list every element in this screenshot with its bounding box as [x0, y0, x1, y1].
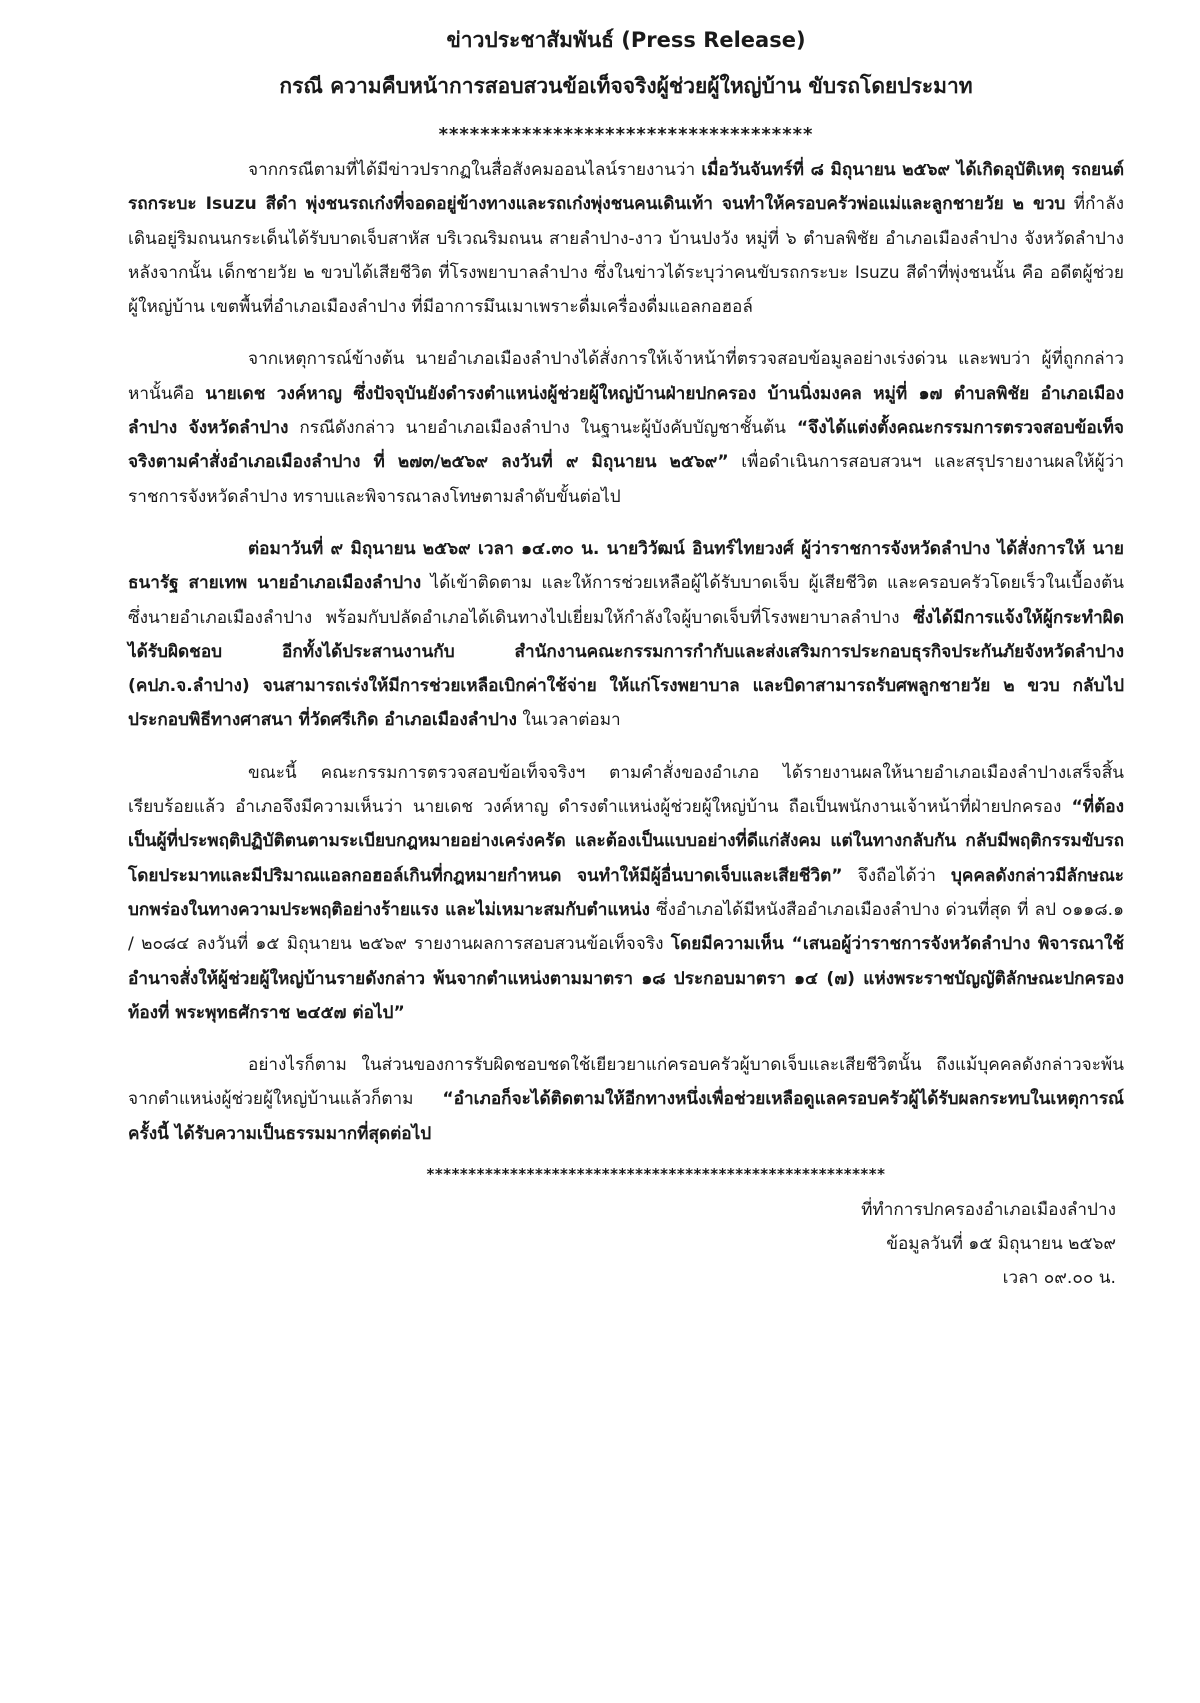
paragraph-remedy	[128, 1048, 1124, 1151]
paragraph-incident	[128, 153, 1124, 324]
issuing-office: ที่ทำการปกครองอำเภอเมืองลำปาง	[861, 1200, 1116, 1221]
bold-text-run: ซึ่งได้มีการแจ้งให้ผู้กระทำผิดได้รับผิดชอบ อีกทั้งได้ประสานงานกับ สำนักงานคณะกรรมการกำกับและส่งเสริมการประกอบธุรกิจประกันภัยจังหวัดลำปาง (คปภ.จ.ลำปาง) จนสามารถเร่งให้มีการช่วยเหลือเบิกค่าใช้จ่าย ให้แก่โรงพยาบาล และบิดาสามารถรับศพลูกชายวัย ๒ ขวบ กลับไปประกอบพิธีทางศาสนา ที่วัดศรีเกิด อำเภอเมืองลำปาง	[128, 607, 1124, 731]
document-subtitle: กรณี ความคืบหน้าการสอบสวนข้อเท็จจริงผู้ช่วยผู้ใหญ่บ้าน ขับรถโดยประมาท	[279, 74, 973, 98]
header-divider: ************************************	[438, 124, 814, 145]
bold-text-run: เมื่อวันจันทร์ที่ ๘ มิถุนายน ๒๕๖๙ ได้เกิดอุบัติเหตุ รถยนต์รถกระบะ Isuzu สีดำ พุ่งชนรถเก๋งที่จอดอยู่ข้างทางและรถเก๋งพุ่งชนคนเดินเท้า จนทำให้ครอบครัวพ่อแม่และลูกชายวัย ๒ ขวบ	[128, 160, 1125, 215]
text-run: เพื่อดำเนินการสอบสวนฯ และสรุปรายงานผลให้ผู้ว่าราชการจังหวัดลำปาง ทราบและพิจารณาลงโทษตามลำดับขั้นต่อไป	[128, 452, 1124, 507]
bold-text-run: “อำเภอก็จะได้ติดตามให้อีกทางหนึ่งเพื่อช่วยเหลือดูแลครอบครัวผู้ได้รับผลกระทบในเหตุการณ์ครั้งนี้ ได้รับความเป็นธรรมมากที่สุดต่อไป	[128, 1089, 1124, 1144]
text-run: ได้เข้าติดตาม และให้การช่วยเหลือผู้ได้รับบาดเจ็บ ผู้เสียชีวิต และครอบครัวโดยเร็วในเบื้องต้น ซึ่งนายอำเภอเมืองลำปาง พร้อมกับปลัดอำเภอได้เดินทางไปเยี่ยมให้กำลังใจผู้บาดเจ็บที่โรงพยาบาลลำปาง	[128, 573, 1124, 628]
text-run: ในเวลาต่อมา	[516, 710, 621, 731]
document-body	[128, 153, 1124, 1151]
bold-text-run: “ที่ต้องเป็นผู้ที่ประพฤติปฏิบัติตนตามระเบียบกฎหมายอย่างเคร่งครัด และต้องเป็นแบบอย่างที่ดีแก่สังคม แต่ในทางกลับกัน กลับมีพฤติกรรมขับรถโดยประมาทและมีปริมาณแอลกอฮอล์เกินที่กฎหมายกำหนด จนทำให้มีผู้อื่นบาดเจ็บและเสียชีวิต”	[128, 797, 1124, 886]
footer-divider: *******************************************************	[426, 1165, 886, 1184]
text-run: ขณะนี้ คณะกรรมการตรวจสอบข้อเท็จจริงฯ ตามคำสั่งของอำเภอ ได้รายงานผลให้นายอำเภอเมืองลำปางเสร็จสิ้นเรียบร้อยแล้ว อำเภอจึงมีความเห็นว่า นายเดช วงค์หาญ ดำรงตำแหน่งผู้ช่วยผู้ใหญ่บ้าน ถือเป็นพนักงานเจ้าหน้าที่ฝ่ายปกครอง	[128, 762, 1124, 818]
bold-text-run: “จึงได้แต่งตั้งคณะกรรมการตรวจสอบข้อเท็จจริงตามคำสั่งอำเภอเมืองลำปาง ที่ ๒๗๓/๒๕๖๙ ลงวันที่ ๙ มิถุนายน ๒๕๖๙”	[128, 418, 1124, 473]
text-run: ซึ่งอำเภอได้มีหนังสืออำเภอเมืองลำปาง ด่วนที่สุด ที่ ลป ๐๑๑๘.๑ / ๒๐๘๔ ลงวันที่ ๑๕ มิถุนายน ๒๕๖๙ รายงานผลการสอบสวนข้อเท็จจริง	[128, 899, 1124, 955]
bold-text-run: ต่อมาวันที่ ๙ มิถุนายน ๒๕๖๙ เวลา ๑๔.๓๐ น. นายวิวัฒน์ อินทร์ไทยวงศ์ ผู้ว่าราชการจังหวัดลำปาง ได้สั่งการให้ นายธนารัฐ สายเทพ นายอำเภอเมืองลำปาง	[128, 538, 1124, 594]
bold-text-run: โดยมีความเห็น “เสนอผู้ว่าราชการจังหวัดลำปาง พิจารณาใช้อำนาจสั่งให้ผู้ช่วยผู้ใหญ่บ้านรายดังกล่าว พ้นจากตำแหน่งตามมาตรา ๑๘ ประกอบมาตรา ๑๔ (๗) แห่งพระราชบัญญัติลักษณะปกครองท้องที่ พระพุทธศักราช ๒๔๕๗ ต่อไป”	[128, 934, 1124, 1023]
text-run: จากเหตุการณ์ข้างต้น นายอำเภอเมืองลำปางได้สั่งการให้เจ้าหน้าที่ตรวจสอบข้อมูลอย่างเร่งด่วน และพบว่า ผู้ที่ถูกกล่าวหานั้นคือ	[128, 349, 1124, 404]
text-run: อย่างไรก็ตาม ในส่วนของการรับผิดชอบชดใช้เยียวยาแก่ครอบครัวผู้บาดเจ็บและเสียชีวิตนั้น ถึงแม้บุคคลดังกล่าวจะพ้นจากตำแหน่งผู้ช่วยผู้ใหญ่บ้านแล้วก็ตาม	[128, 1055, 1124, 1110]
paragraph-findings	[128, 756, 1124, 1030]
issue-time: เวลา ๐๙.๐๐ น.	[1002, 1268, 1116, 1289]
issue-date: ข้อมูลวันที่ ๑๕ มิถุนายน ๒๕๖๙	[886, 1234, 1116, 1255]
text-run: จึงถือได้ว่า	[842, 865, 951, 886]
text-run: กรณีดังกล่าว นายอำเภอเมืองลำปาง ในฐานะผู้บังคับบัญชาชั้นต้น	[288, 418, 797, 439]
text-run: จากกรณีตามที่ได้มีข่าวปรากฏในสื่อสังคมออนไลน์รายงานว่า	[248, 160, 702, 180]
text-run: ที่กำลังเดินอยู่ริมถนนกระเด็นได้รับบาดเจ็บสาหัส บริเวณริมถนน สายลำปาง-งาว บ้านปงวัง หมู่ที่ ๖ ตำบลพิชัย อำเภอเมืองลำปาง จังหวัดลำปาง หลังจากนั้น เด็กชายวัย ๒ ขวบได้เสียชีวิต ที่โรงพยาบาลลำปาง ซึ่งในข่าวได้ระบุว่าคนขับรถกระบะ Isuzu สีดำที่พุ่งชนนั้น คือ อดีตผู้ช่วยผู้ใหญ่บ้าน เขตพื้นที่อำเภอเมืองลำปาง ที่มีอาการมึนเมาเพราะดื่มเครื่องดื่มแอลกอฮอล์	[128, 194, 1125, 318]
paragraph-investigation	[128, 342, 1124, 513]
bold-text-run: บุคคลดังกล่าวมีลักษณะบกพร่องในทางความประพฤติอย่างร้ายแรง และไม่เหมาะสมกับตำแหน่ง	[128, 865, 1124, 920]
paragraph-assistance	[128, 532, 1124, 738]
bold-text-run: นายเดช วงค์หาญ ซึ่งปัจจุบันยังดำรงตำแหน่งผู้ช่วยผู้ใหญ่บ้านฝ่ายปกครอง บ้านนิ่งมงคล หมู่ที่ ๑๗ ตำบลพิชัย อำเภอเมืองลำปาง จังหวัดลำปาง	[128, 383, 1124, 439]
document-title: ข่าวประชาสัมพันธ์ (Press Release)	[446, 28, 806, 52]
